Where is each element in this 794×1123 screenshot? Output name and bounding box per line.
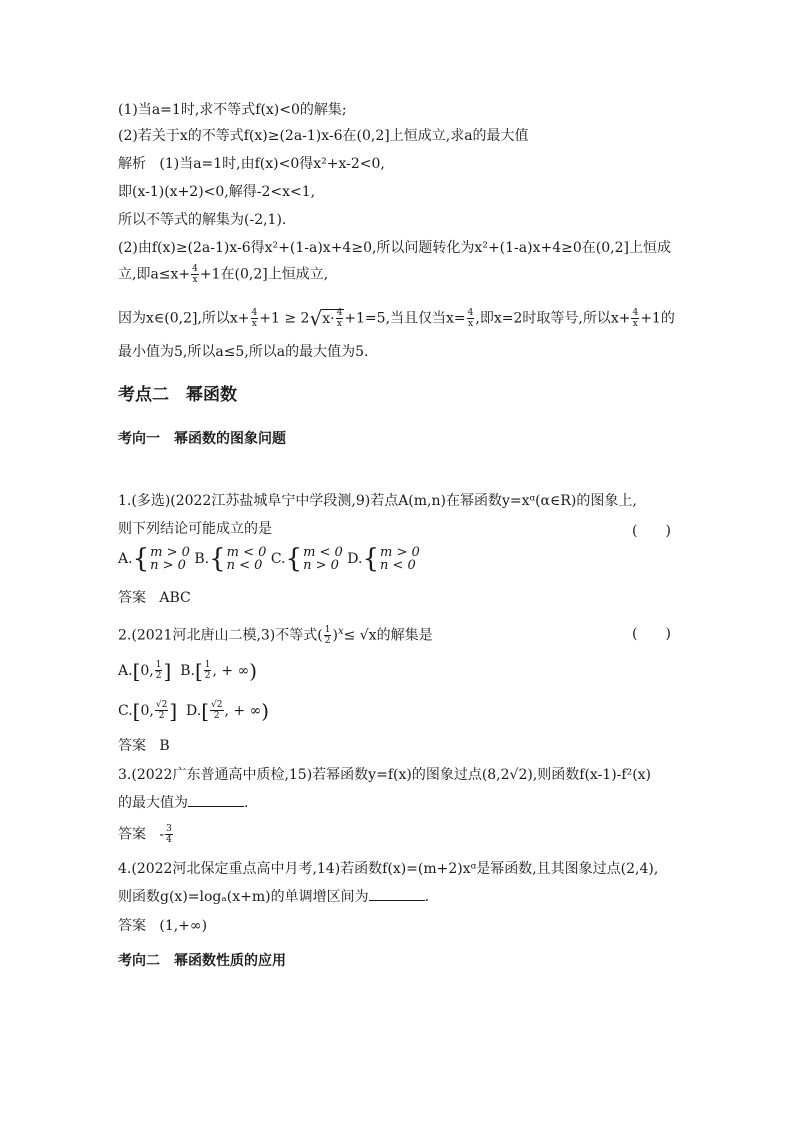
fill-blank (369, 888, 425, 901)
option-d: D.{m > 0 n < 0 (347, 544, 420, 574)
answer-label: 答案 (118, 826, 146, 843)
answer-label: 答案 (118, 590, 146, 606)
problem-1-line: 1.(多选)(2022江苏盐城阜宁中学段测,9)若点A(m,n)在幂函数y=xᵅ(α∈R)的图象上, (118, 493, 637, 509)
solution-text: ,即x=2时取等号,所以x+ (475, 310, 631, 327)
problem-2-line: 2.(2021河北唐山二模,3)不等式( $\frac{1}{2}$ )$^x$≤ √x的解集是 (118, 625, 433, 647)
fill-blank (188, 794, 244, 807)
question-2: (2)若关于x的不等式f(x)≥(2a-1)x-6在(0,2]上恒成立,求a的最大值 (118, 128, 529, 144)
fraction: $\frac{4}{x}$ (192, 264, 198, 285)
option-c: C.[0, $\frac{√2}{2}$ ] (118, 698, 178, 723)
direction-title: 考向二 幂函数性质的应用 (118, 953, 286, 969)
solution-line: 最小值为5,所以a≤5,所以a的最大值为5. (118, 344, 369, 360)
option-b: B.[ $\frac{1}{2}$ , + ∞) (180, 658, 258, 683)
option-b: B.{m < 0 n < 0 (194, 544, 267, 574)
direction-title: 考向一 幂函数的图象问题 (118, 431, 286, 447)
jiexi-label: 解析 (118, 156, 146, 172)
solution-text: 因为x∈(0,2],所以x+ (118, 310, 250, 327)
solution-line: 所以不等式的解集为(-2,1). (118, 212, 287, 228)
answer-line (118, 917, 207, 935)
sqrt-content: x· $\frac{4}{x}$ (322, 308, 343, 329)
solution-text: +1 ≥ 2 (259, 310, 310, 327)
problem-1-line: 则下列结论可能成立的是 (118, 521, 272, 537)
solution-line: 即(x-1)(x+2)<0,解得-2<x<1, (118, 184, 316, 200)
answer-line (118, 589, 191, 607)
fraction: $\frac{1}{2}$ (324, 625, 331, 647)
solution-line (118, 264, 328, 285)
question-1: (1)当a=1时,求不等式f(x)<0的解集; (118, 102, 347, 118)
problem-4-line: 则函数g(x)=logₐ(x+m)的单调增区间为 . (118, 889, 430, 905)
option-a: A.[0, $\frac{1}{2}$ ] (118, 658, 172, 683)
answer-label: 答案 (118, 918, 146, 934)
solution-text: 立,即a≤x+ (118, 266, 191, 283)
answer-line: 答案 - $\frac{3}{4}$ (118, 824, 172, 845)
section-title: 考点二 幂函数 (118, 385, 237, 405)
answer-line (118, 737, 170, 755)
solution-line: (2)由f(x)≥(2a-1)x-6得x²+(1-a)x+4≥0,所以问题转化为x²+(1-a)x+4≥0在(0,2]上恒成 (118, 240, 671, 256)
solution-text: +1的 (640, 310, 675, 327)
option-d: D.[ $\frac{√2}{2}$ , + ∞) (186, 698, 270, 723)
fraction: $\frac{4}{x}$ (467, 308, 474, 329)
answer-paren: ( ) (632, 523, 671, 539)
solution-line (118, 155, 385, 173)
problem-3-line: 的最大值为 . (118, 795, 249, 811)
answer-fraction: $\frac{3}{4}$ (166, 824, 172, 845)
problem-3-line: 3.(2022广东普通高中质检,15)若幂函数y=f(x)的图象过点(8,2√2),则函数f(x-1)-f²(x) (118, 767, 652, 783)
answer-value: B (159, 738, 170, 754)
solution-text: +1=5,当且仅当x= (344, 310, 466, 327)
problem-1-options (118, 546, 420, 572)
answer-value: ABC (159, 590, 191, 606)
problem-2-options (118, 660, 257, 681)
problem-2-options (118, 700, 269, 721)
option-a: A.{m > 0 n > 0 (118, 544, 190, 574)
solution-line (118, 308, 675, 329)
problem-4-line: 4.(2022河北保定重点高中月考,14)若函数f(x)=(m+2)xᵅ是幂函数,且其图象过点(2,4), (118, 861, 659, 877)
fraction: $\frac{4}{x}$ (632, 308, 639, 329)
answer-paren: ( ) (632, 626, 671, 642)
option-c: C.{m < 0 n > 0 (270, 544, 343, 574)
solution-text: +1在(0,2]上恒成立, (199, 266, 329, 283)
solution-text: (1)当a=1时,由f(x)<0得x²+x-2<0, (159, 156, 385, 172)
answer-label: 答案 (118, 738, 146, 754)
sqrt-sign: √ (309, 306, 323, 331)
fraction: $\frac{4}{x}$ (251, 308, 258, 329)
answer-value: (1,+∞) (159, 918, 208, 934)
